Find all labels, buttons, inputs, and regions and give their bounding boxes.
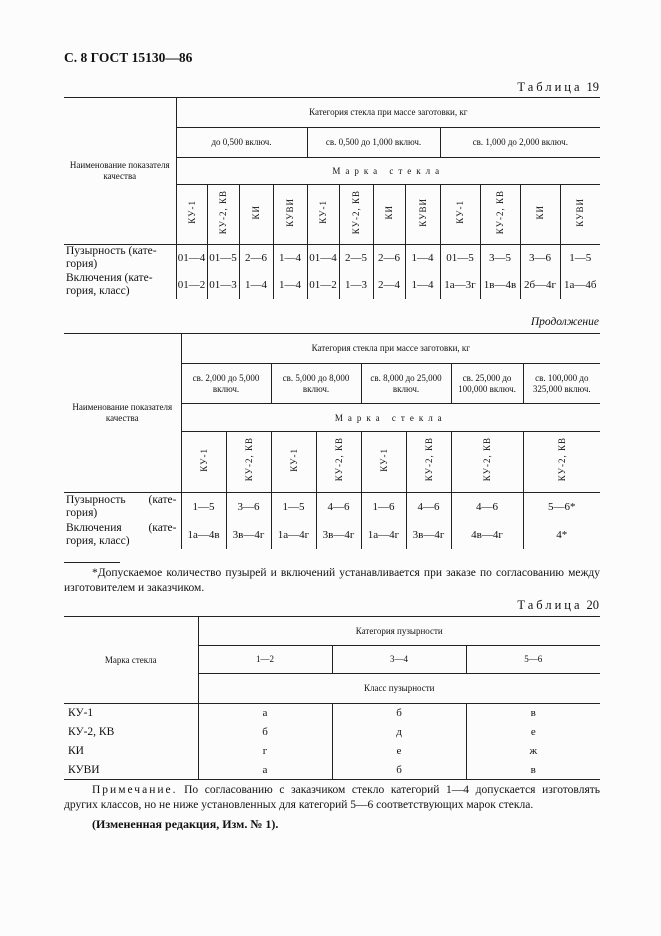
category-header: 5—6 (466, 646, 600, 674)
row-label-line: Пузырность (кате- (66, 245, 157, 258)
note-text: По согласованию с заказчиком стекло категорий 1—4 допускается изготовлять других классов, но не ниже установленных для категорий 5—6 соответствующих марок стекла. (64, 784, 601, 811)
brand-label: КУВИ (285, 197, 295, 227)
brand-label: КУ-2, КВ (333, 437, 344, 482)
row-label-line: Включения (кате- (66, 521, 177, 534)
indicator-header: Наименование показателя качества (64, 98, 176, 245)
value-cell: ж (529, 745, 538, 757)
brand-label: КУ-2, КВ (64, 723, 198, 742)
brand-label: КУ-1 (318, 200, 328, 224)
value-cell: 4—6 (406, 493, 451, 521)
value-cell: 1—5 (569, 252, 592, 265)
brand-label: КУ-2, КВ (495, 189, 505, 235)
brand-header-cell (361, 432, 406, 493)
row-label-line: гория) (66, 258, 98, 271)
value-cell: а (198, 704, 332, 723)
brand-header-cell (271, 432, 316, 493)
brand-label: КИ (64, 742, 198, 761)
indicator-header: Наименование показателя качества (64, 334, 181, 493)
brand-label: КУ-1 (186, 200, 197, 224)
brand-header-cell (406, 432, 451, 493)
value-cell: 01—2 (176, 272, 207, 299)
brand-label: КУ-2, КВ (351, 189, 361, 235)
value-cell: 01—5 (440, 245, 480, 272)
brand-label: КУ-2, КВ (423, 437, 434, 482)
value-cell: 4* (556, 528, 568, 541)
note (64, 783, 600, 813)
brand-header-cell (181, 432, 226, 493)
value-cell: 2б—4г (520, 272, 560, 299)
value-cell: 3в—4г (226, 521, 271, 549)
row-label (64, 521, 181, 549)
mass-range-header: до 0,500 включ. (176, 128, 307, 158)
category-header: Категория стекла при массе заготовки, кг (181, 334, 600, 364)
value-cell: 1—5 (181, 493, 226, 521)
value-cell: 2—5 (339, 245, 373, 272)
value-cell: 1а—4в (181, 521, 226, 549)
value-cell: 1—6 (361, 493, 406, 521)
value-cell: б (332, 761, 466, 780)
row-label (64, 245, 176, 272)
value-cell: 01—4 (307, 245, 339, 272)
continuation-label: Продолжение (530, 316, 599, 328)
row-label-line: Включения (кате- (66, 272, 153, 284)
row-label (64, 272, 176, 299)
brand-label: КУ-2, КВ (243, 437, 254, 482)
value-cell: 3в—4г (406, 521, 451, 549)
brand-header-cell (316, 432, 361, 493)
category-header: Категория стекла при массе заготовки, кг (176, 98, 600, 128)
mass-range-header: св. 25,000 до 100,000 включ. (451, 364, 523, 404)
value-cell: 01—5 (207, 245, 239, 272)
value-cell: е (530, 726, 536, 738)
brand-label: КИ (535, 204, 545, 220)
value-cell: 3—6 (520, 245, 560, 272)
table-20-label: Таблица 20 (517, 598, 599, 612)
brand-header-cell (307, 185, 339, 245)
value-cell: 2—4 (373, 272, 405, 299)
value-cell: 5—6* (548, 500, 576, 513)
value-cell: 3—6 (226, 493, 271, 521)
value-cell: в (530, 707, 536, 720)
row-label-line: Пузырность (кате- (66, 493, 177, 506)
mass-range-header: св. 100,000 до 325,000 включ. (523, 364, 600, 404)
table-row (64, 493, 600, 521)
table-row (64, 245, 600, 272)
brand-label: КУ-1 (64, 704, 198, 723)
value-cell: 1—3 (339, 272, 373, 299)
brand-header-cell (440, 185, 480, 245)
class-header: Класс пузырности (198, 674, 600, 704)
value-cell: 1—4 (273, 272, 307, 299)
brand-header-cell (520, 185, 560, 245)
table-row (64, 704, 600, 723)
value-cell: е (332, 742, 466, 761)
mass-range-header: св. 0,500 до 1,000 включ. (307, 128, 440, 158)
table-19-continued (64, 333, 600, 549)
row-label (64, 493, 181, 521)
row-label-line: гория, класс) (66, 534, 130, 547)
mass-range-header: св. 2,000 до 5,000 включ. (181, 364, 271, 404)
value-cell: б (198, 723, 332, 742)
brand-label: КУВИ (575, 197, 586, 227)
value-cell: 2—6 (239, 245, 273, 272)
table-20 (64, 616, 600, 780)
category-header: 1—2 (198, 646, 332, 674)
brand-label: КУ-2, КВ (556, 437, 567, 482)
value-cell: 1—4 (239, 272, 273, 299)
value-cell: 01—4 (176, 245, 207, 272)
brand-header: Марка стекла (181, 404, 600, 432)
value-cell: в (466, 761, 600, 780)
value-cell: 3в—4г (316, 521, 361, 549)
brand-header-cell (239, 185, 273, 245)
footnote-divider (64, 562, 120, 563)
table-19-label: Таблица 19 (517, 80, 599, 94)
value-cell: 4—6 (451, 493, 523, 521)
mass-range-header: св. 8,000 до 25,000 включ. (361, 364, 451, 404)
mass-range-header: св. 1,000 до 2,000 включ. (440, 128, 600, 158)
value-cell: 01—2 (307, 272, 339, 299)
brand-header-cell (176, 185, 207, 245)
brand-header-cell (273, 185, 307, 245)
value-cell: г (198, 742, 332, 761)
mass-range-header: св. 5,000 до 8,000 включ. (271, 364, 361, 404)
page-header: С. 8 ГОСТ 15130—86 (64, 50, 193, 65)
brand-label: КУ-1 (198, 447, 209, 472)
brand-label: КУ-2, КВ (218, 189, 228, 235)
table-row (64, 723, 600, 742)
row-label-line: гория, класс) (66, 285, 130, 297)
brand-header-cell (405, 185, 440, 245)
brand-header: Марка стекла (64, 617, 198, 704)
value-cell: 01—3 (207, 272, 239, 299)
brand-header-cell (339, 185, 373, 245)
note-title: Примечание. (92, 784, 178, 796)
value-cell: 1—4 (405, 245, 440, 272)
brand-header-cell (373, 185, 405, 245)
table-row (64, 761, 600, 780)
bubble-category-header: Категория пузырности (198, 617, 600, 646)
value-cell: 1а—4г (271, 521, 316, 549)
brand-label: КУ-2, КВ (482, 437, 492, 482)
value-cell: 3—5 (480, 245, 520, 272)
value-cell: 2—6 (373, 245, 405, 272)
brand-label: КИ (384, 204, 394, 220)
brand-header-cell (451, 432, 523, 493)
brand-label: КУ-1 (378, 447, 389, 472)
value-cell: 1в—4в (480, 272, 520, 299)
brand-label: КУВИ (64, 761, 198, 780)
category-header: 3—4 (332, 646, 466, 674)
brand-header-cell (480, 185, 520, 245)
value-cell: д (332, 723, 466, 742)
value-cell: 1а—3г (440, 272, 480, 299)
brand-header-cell (207, 185, 239, 245)
value-cell: 1а—4б (564, 279, 597, 291)
table-19 (64, 97, 600, 299)
value-cell: 1—4 (405, 272, 440, 299)
value-cell: а (198, 761, 332, 780)
value-cell: 1а—4г (361, 521, 406, 549)
value-cell: 1—4 (273, 245, 307, 272)
brand-label: КУ-1 (288, 447, 299, 472)
brand-label: КУВИ (417, 197, 428, 227)
brand-label: КИ (251, 204, 261, 220)
brand-header: Марка стекла (176, 158, 600, 185)
row-label-line: гория) (66, 506, 98, 519)
footnote: *Допускаемое количество пузырей и включений устанавливается при заказе по согласованию между изготовителем и заказчиком. (64, 567, 600, 594)
table-row (64, 521, 600, 549)
table-row (64, 742, 600, 761)
amendment: (Измененная редакция, Изм. № 1). (92, 817, 279, 831)
value-cell: б (332, 704, 466, 723)
value-cell: 4в—4г (451, 521, 523, 549)
brand-header-cell (523, 432, 600, 493)
value-cell: 4—6 (316, 493, 361, 521)
brand-header-cell (226, 432, 271, 493)
brand-header-cell (560, 185, 600, 245)
table-row (64, 272, 600, 299)
brand-label: КУ-1 (455, 200, 465, 224)
value-cell: 1—5 (271, 493, 316, 521)
